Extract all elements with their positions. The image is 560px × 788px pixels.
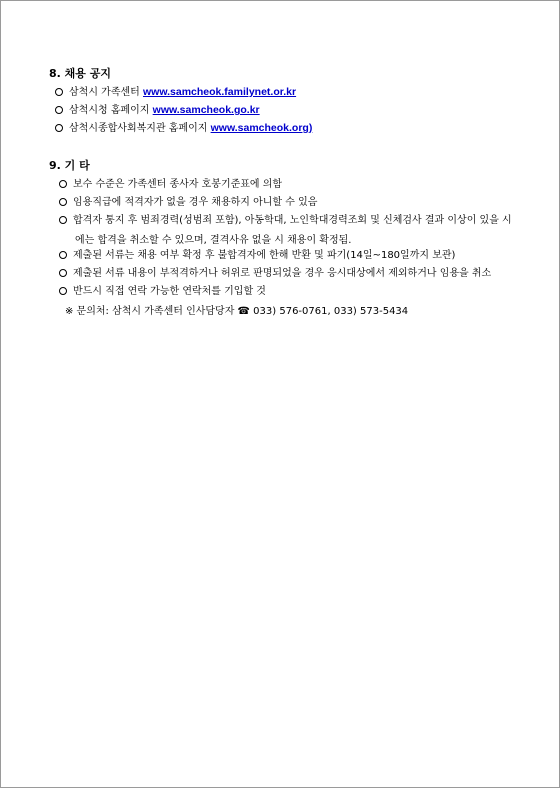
misc-item-no-hire: 임용직급에 적격자가 없을 경우 채용하지 아니할 수 있음 xyxy=(59,196,317,209)
circle-bullet-icon xyxy=(59,216,67,224)
family-center-link[interactable]: www.samcheok.familynet.or.kr xyxy=(143,86,297,98)
misc-item-background-check: 합격자 통지 후 범죄경력(성범죄 포함), 아동학대, 노인학대경력조회 및 신체검사 결과 이상이 있을 시 xyxy=(59,214,512,227)
circle-bullet-icon xyxy=(59,180,67,188)
circle-bullet-icon xyxy=(59,287,67,295)
section-9-title: 9. 기 타 xyxy=(49,159,90,172)
contact-note: ※ 문의처: 삼척시 가족센터 인사담당자 ☎ 033) 576-0761, 033) 573-5434 xyxy=(65,306,409,317)
misc-item-contact-required: 반드시 직접 연락 가능한 연락처를 기입할 것 xyxy=(59,285,266,298)
misc-item-document-return: 제출된 서류는 채용 여부 확정 후 불합격자에 한해 반환 및 파기(14일~180일까지 보관) xyxy=(59,249,455,262)
notice-item-family-center: 삼척시 가족센터 www.samcheok.familynet.or.kr xyxy=(55,86,296,99)
misc-item-background-check-continuation: 에는 합격을 취소할 수 있으며, 결격사유 없을 시 채용이 확정됨. xyxy=(75,235,352,246)
circle-bullet-icon xyxy=(59,198,67,206)
circle-bullet-icon xyxy=(59,269,67,277)
misc-item-salary: 보수 수준은 가족센터 종사자 호봉기준표에 의함 xyxy=(59,178,282,191)
notice-item-welfare-center: 삼척시종합사회복지관 홈페이지 www.samcheok.org) xyxy=(55,122,312,135)
circle-bullet-icon xyxy=(59,251,67,259)
circle-bullet-icon xyxy=(55,106,63,114)
notice-item-city-hall: 삼척시청 홈페이지 www.samcheok.go.kr xyxy=(55,104,260,117)
circle-bullet-icon xyxy=(55,88,63,96)
circle-bullet-icon xyxy=(55,124,63,132)
city-hall-link[interactable]: www.samcheok.go.kr xyxy=(152,104,260,116)
misc-item-false-documents: 제출된 서류 내용이 부적격하거나 허위로 판명되었을 경우 응시대상에서 제외하거나 임용을 취소 xyxy=(59,267,491,280)
section-8-title: 8. 채용 공지 xyxy=(49,67,111,80)
welfare-center-link[interactable]: www.samcheok.org xyxy=(210,122,309,134)
